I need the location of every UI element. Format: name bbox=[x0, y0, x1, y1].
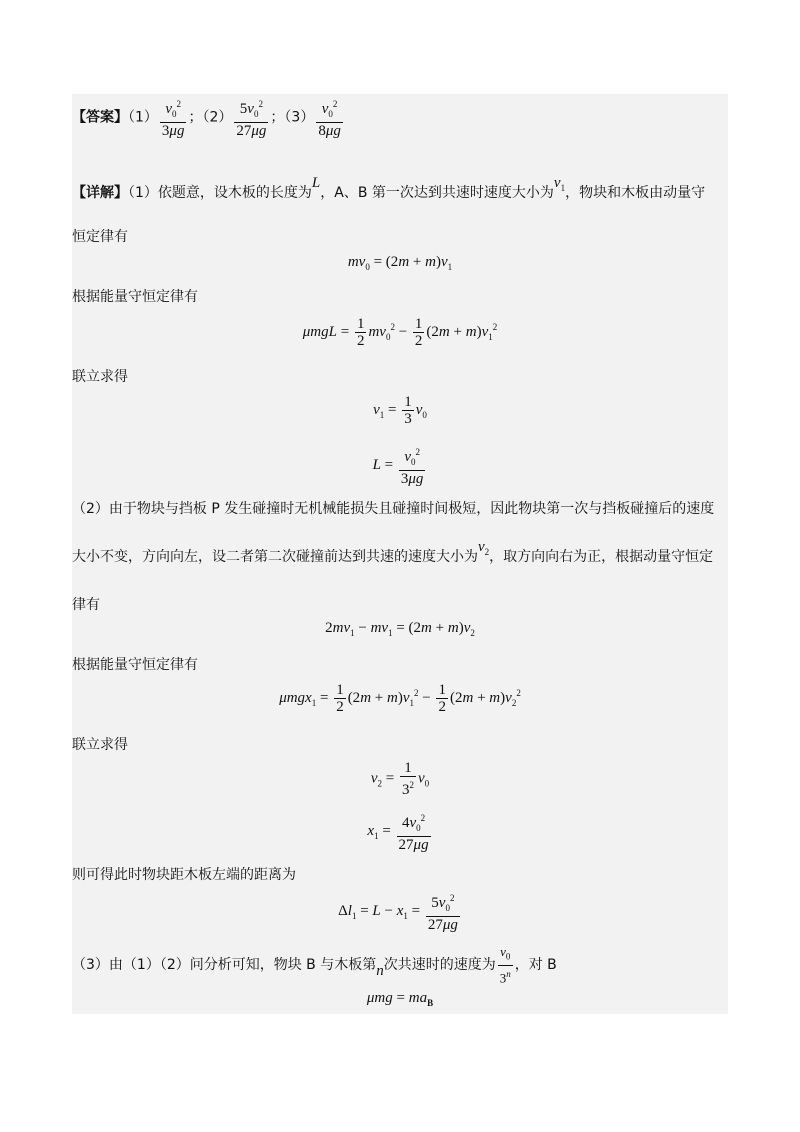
equation-delta-l1: $\Delta l_1 = L - x_1$ = $\frac{5v_0^2}{27\mu g}$ bbox=[72, 890, 728, 933]
detail-label: 【详解】 bbox=[72, 185, 128, 201]
energy-text-1: 根据能量守恒定律有 bbox=[72, 289, 198, 305]
equation-newton-B: $\mu mg = ma_B$ bbox=[366, 990, 434, 1008]
answer-part-2: ；（2） bbox=[188, 109, 233, 126]
detail-text: （1）依题意，设木板的长度为 bbox=[128, 185, 312, 201]
equation-v1-result: $v_1$ = $\frac{1}{3}$ $v_0$ bbox=[373, 394, 427, 427]
detail-line-2: 恒定律有 bbox=[72, 229, 128, 245]
answer-2-fraction: $\frac{5v_0^2}{27\mu g}$ bbox=[234, 96, 268, 139]
equation-momentum-1: $mv_0 = (2m + m)v_1$ bbox=[347, 254, 453, 272]
speed-fraction: $\frac{v_0}{3^n}$ bbox=[499, 944, 511, 985]
detail-line-1 bbox=[72, 175, 706, 203]
detail-line-4 bbox=[72, 539, 714, 567]
detail-text: 大小不变，方向向左，设二者第二次碰撞前达到共速的速度大小为 bbox=[72, 549, 478, 565]
detail-text: ，物块和木板由动量守 bbox=[565, 185, 706, 201]
solve-text-1: 联立求得 bbox=[72, 369, 128, 385]
answer-part-3: ；（3） bbox=[270, 109, 315, 126]
symbol-L: L bbox=[311, 175, 321, 191]
detail-line-6 bbox=[72, 944, 557, 986]
equation-v2-result: $v_2$ = $\frac{1}{3^2}$ $v_0$ bbox=[370, 760, 430, 798]
answer-label: 【答案】 bbox=[72, 109, 128, 126]
detail-text: ，取方向向右为正，根据动量守恒定 bbox=[489, 549, 714, 565]
equation-momentum-2: $2mv_1 - mv_1 = (2m + m)v_2$ bbox=[325, 620, 475, 638]
energy-text-2: 根据能量守恒定律有 bbox=[72, 657, 198, 673]
distance-text: 则可得此时物块距木板左端的距离为 bbox=[72, 867, 296, 883]
symbol-v2: $v_2$ bbox=[478, 539, 490, 557]
answer-line bbox=[72, 96, 345, 139]
equation-energy-2: μmgx$_1$ = $\frac{1}{2}$ $(2m + m)v_1^2$ − $\frac{1}{2}$ $(2m + m)v_2^2$ bbox=[279, 682, 521, 715]
detail-text: ，A、B 第一次达到共速时速度大小为 bbox=[320, 185, 554, 201]
detail-line-5: 律有 bbox=[72, 597, 100, 613]
symbol-v1: $v_1$ bbox=[553, 175, 566, 193]
answer-part-1: （1） bbox=[128, 109, 158, 126]
equation-x1-result: $x_1$ = $\frac{4v_0^2}{27\mu g}$ bbox=[72, 810, 728, 853]
answer-1-fraction: $\frac{v_0^2}{3\mu g}$ bbox=[160, 96, 187, 139]
equation-energy-1: μmgL = $\frac{1}{2}$ $mv_0^2$ − $\frac{1}{2}$ $(2m + m)v_1^2$ bbox=[302, 316, 498, 349]
answer-3-fraction: $\frac{v_0^2}{8\mu g}$ bbox=[316, 96, 343, 139]
equation-L-result: L = $\frac{v_0^2}{3\mu g}$ bbox=[72, 444, 728, 487]
detail-text: （3）由（1）（2）问分析可知，物块 B 与木板第 bbox=[72, 956, 377, 973]
detail-text: ，对 B bbox=[514, 956, 557, 973]
symbol-n: n bbox=[376, 962, 384, 979]
detail-text: 次共速时的速度为 bbox=[383, 956, 496, 973]
detail-line-3: （2）由于物块与挡板 P 发生碰撞时无机械能损失且碰撞时间极短，因此物块第一次与挡板碰撞后的速度 bbox=[72, 501, 715, 517]
solve-text-2: 联立求得 bbox=[72, 737, 128, 753]
